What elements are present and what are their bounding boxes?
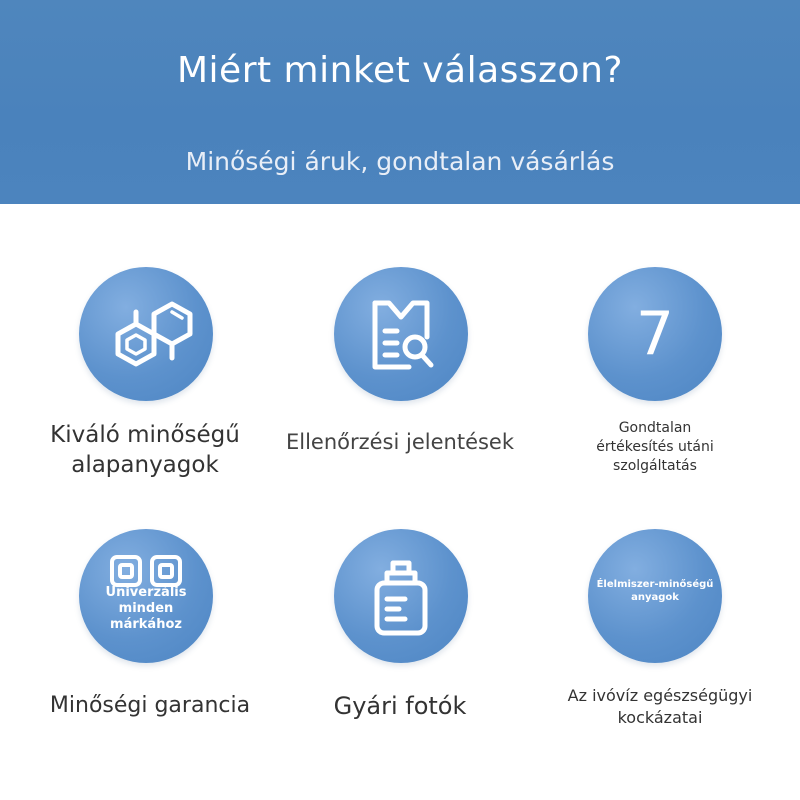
feature-guarantee-caption: Minőségi garancia — [49, 693, 251, 718]
caption-line: Az ivóvíz egészségügyi — [567, 686, 753, 705]
report-search-icon — [361, 289, 441, 379]
feature-raw-materials-circle — [79, 267, 213, 401]
universal-label — [106, 585, 187, 633]
food-grade-label — [597, 578, 714, 604]
bottle-icon — [361, 551, 441, 641]
caption-line: szolgáltatás — [613, 458, 697, 474]
molecule-icon — [96, 284, 196, 384]
icon-text-line: márkához — [110, 616, 182, 632]
feature-service-circle — [588, 267, 722, 401]
feature-service-caption — [555, 419, 755, 476]
feature-inspection-caption: Ellenőrzési jelentések — [285, 430, 515, 454]
feature-factory-photos-circle — [334, 529, 468, 663]
icon-text-line: Univerzális — [105, 584, 187, 600]
feature-food-grade-caption — [545, 685, 775, 729]
feature-food-grade-circle — [588, 529, 722, 663]
feature-inspection-circle — [334, 267, 468, 401]
caption-line: Gondtalan — [618, 420, 692, 436]
header-banner — [0, 0, 800, 204]
page-subtitle: Minőségi áruk, gondtalan vásárlás — [185, 147, 615, 176]
feature-factory-photos-caption: Gyári fotók — [333, 692, 467, 720]
caption-line: kockázatai — [617, 708, 703, 727]
dual-square-icon — [109, 554, 183, 588]
caption-line: alapanyagok — [71, 452, 219, 478]
seven-days-number: 7 — [635, 299, 675, 369]
icon-text-line: Élelmiszer-minőségű — [596, 579, 714, 590]
page-title: Miért minket válasszon? — [176, 50, 623, 91]
caption-line: Kiváló minőségű — [50, 422, 240, 448]
icon-text-line: anyagok — [631, 592, 679, 603]
feature-guarantee-circle — [79, 529, 213, 663]
icon-text-line: minden — [118, 600, 174, 616]
caption-line: értékesítés utáni — [596, 439, 714, 455]
feature-raw-materials-caption — [20, 420, 270, 480]
